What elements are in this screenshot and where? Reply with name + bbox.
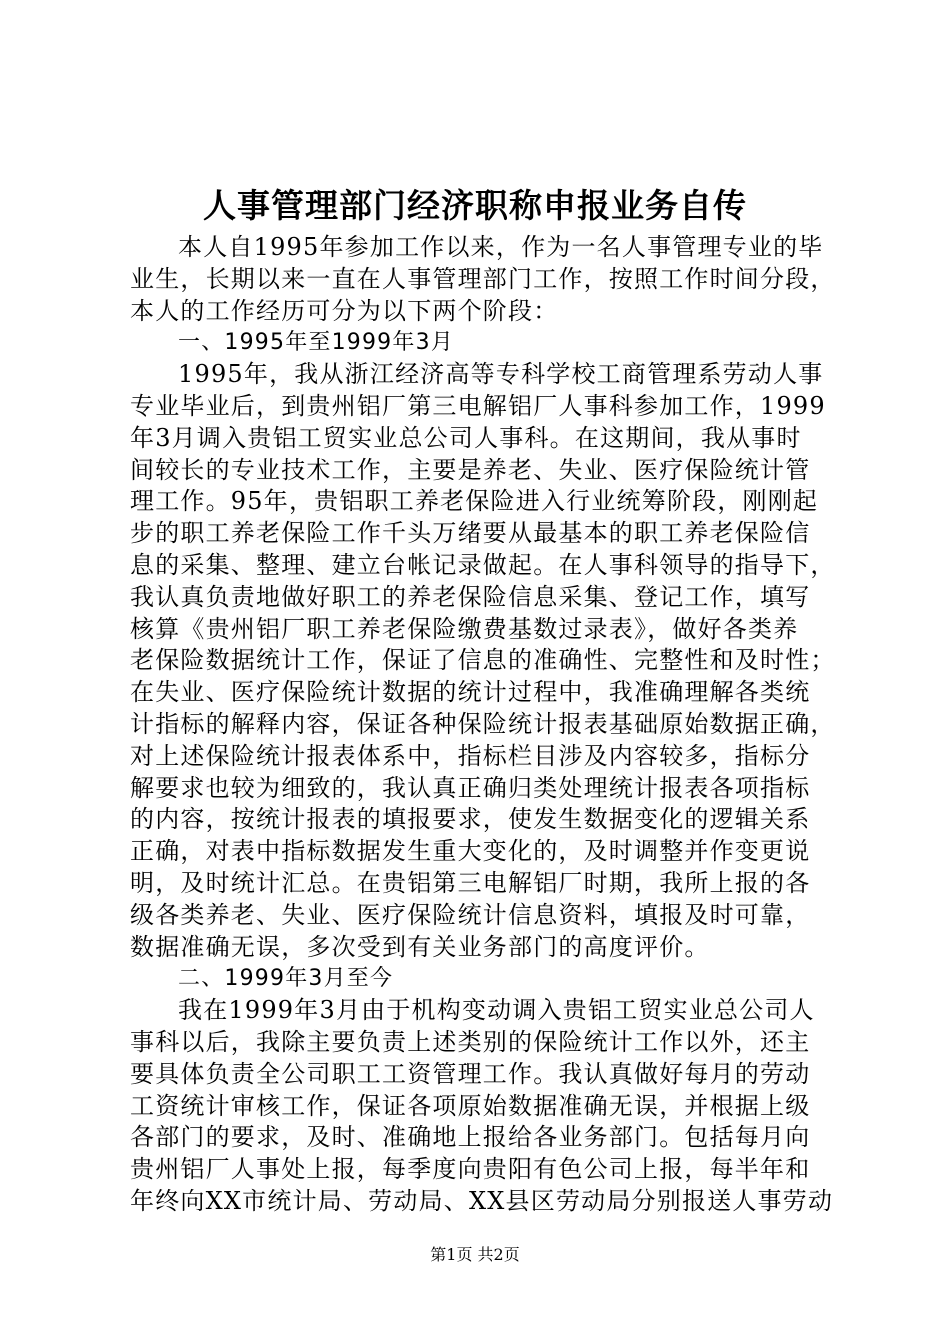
paragraph-line: 正确，对表中指标数据发生重大变化的，及时调整并作变更说 <box>130 837 811 866</box>
paragraph-line: 我认真负责地做好职工的养老保险信息采集、登记工作，填写 <box>130 582 811 611</box>
paragraph-line: 理工作。95年，贵铝职工养老保险进入行业统筹阶段，刚刚起 <box>130 487 819 516</box>
page-footer: 第1页 共2页 <box>430 1245 520 1264</box>
document-body <box>130 232 842 1218</box>
paragraph-line: 计指标的解释内容，保证各种保险统计报表基础原始数据正确， <box>130 709 836 738</box>
paragraph-line: 年3月调入贵铝工贸实业总公司人事科。在这期间，我从事时 <box>130 423 802 452</box>
paragraph-line: 专业毕业后，到贵州铝厂第三电解铝厂人事科参加工作，1999 <box>130 391 826 420</box>
paragraph-line: 间较长的专业技术工作，主要是养老、失业、医疗保险统计管 <box>130 455 811 484</box>
paragraph-line: 贵州铝厂人事处上报，每季度向贵阳有色公司上报，每半年和 <box>130 1155 811 1184</box>
paragraph-line: 老保险数据统计工作，保证了信息的准确性、完整性和及时性； <box>130 646 836 675</box>
paragraph-line: 在失业、医疗保险统计数据的统计过程中，我准确理解各类统 <box>130 678 811 707</box>
document-title: 人事管理部门经济职称申报业务自传 <box>203 186 747 225</box>
paragraph-line: 要具体负责全公司职工工资管理工作。我认真做好每月的劳动 <box>130 1059 811 1088</box>
paragraph-line: 对上述保险统计报表体系中，指标栏目涉及内容较多，指标分 <box>130 741 811 770</box>
paragraph-line: 级各类养老、失业、医疗保险统计信息资料，填报及时可靠， <box>130 900 811 929</box>
paragraph-line: 工资统计审核工作，保证各项原始数据准确无误，并根据上级 <box>130 1091 811 1120</box>
paragraph-line: 业生，长期以来一直在人事管理部门工作，按照工作时间分段， <box>130 264 836 293</box>
paragraph-line: 息的采集、整理、建立台帐记录做起。在人事科领导的指导下， <box>130 550 836 579</box>
paragraph-line: 核算《贵州铝厂职工养老保险缴费基数过录表》，做好各类养 <box>130 614 799 643</box>
paragraph-line: 年终向XX市统计局、劳动局、XX县区劳动局分别报送人事劳动 <box>130 1186 834 1215</box>
paragraph-line: 步的职工养老保险工作千头万绪要从最基本的职工养老保险信 <box>130 519 811 548</box>
paragraph-line: 明，及时统计汇总。在贵铝第三电解铝厂时期，我所上报的各 <box>130 868 811 897</box>
paragraph-line: 本人自1995年参加工作以来，作为一名人事管理专业的毕 <box>178 233 824 261</box>
paragraph-line: 1995年，我从浙江经济高等专科学校工商管理系劳动人事 <box>178 360 824 389</box>
paragraph-line: 的内容，按统计报表的填报要求，使发生数据变化的逻辑关系 <box>130 805 811 834</box>
paragraph-line: 我在1999年3月由于机构变动调入贵铝工贸实业总公司人 <box>178 996 815 1025</box>
paragraph-line: 各部门的要求，及时、准确地上报给各业务部门。包括每月向 <box>130 1123 811 1152</box>
paragraph-line: 本人的工作经历可分为以下两个阶段： <box>130 296 559 325</box>
paragraph-line: 解要求也较为细致的，我认真正确归类处理统计报表各项指标 <box>130 773 811 802</box>
section-heading: 一、1995年至1999年3月 <box>178 330 454 356</box>
paragraph-line: 数据准确无误，多次受到有关业务部门的高度评价。 <box>130 932 710 961</box>
paragraph-line: 事科以后，我除主要负责上述类别的保险统计工作以外，还主 <box>130 1027 811 1056</box>
section-heading: 二、1999年3月至今 <box>178 966 394 992</box>
